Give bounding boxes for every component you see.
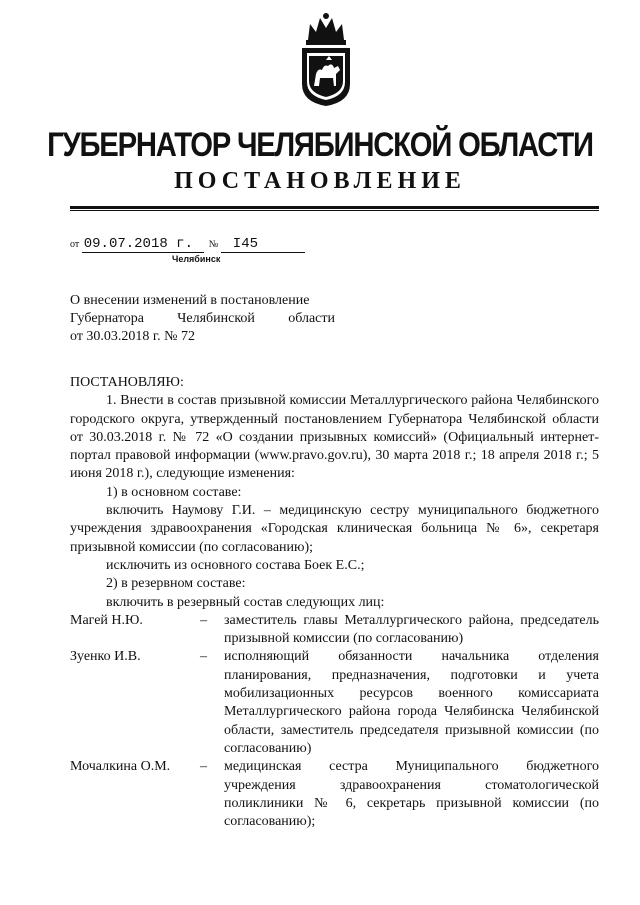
member-description: исполняющий обязанности начальника отделения планирования, предназначения, подготовки и учета мобилизационных ресурсов военного комиссариата Металлургического района города Челябинска Челябинской области, заместитель председателя призывной комиссии (по согласованию) <box>224 649 599 756</box>
member-dash: – <box>200 649 207 665</box>
include-reserve: включить в резервный состав следующих лиц: <box>106 594 385 610</box>
city-label: Челябинск <box>172 254 221 264</box>
header-rule-thin <box>70 210 599 211</box>
include-main: включить Наумову Г.И. – медицинскую сестру муниципального бюджетного учреждения здравоохранения «Городская клиническая больница № 6», секретаря призывной комиссии (по согласованию); <box>70 503 599 555</box>
member-dash: – <box>200 759 207 775</box>
item-main-composition: 1) в основном составе: <box>106 484 242 500</box>
members-table <box>70 612 599 832</box>
member-description: заместитель главы Металлургического района, председатель призывной комиссии (по согласованию) <box>224 612 599 647</box>
resolve-heading: ПОСТАНОВЛЯЮ: <box>70 375 184 390</box>
document-subject <box>70 292 335 346</box>
paragraph-1: 1. Внести в состав призывной комиссии Металлургического района Челябинского городского округа, утвержденный постановлением Губернатора Челябинской области от 30.03.2018 г. № 72 «О создании призывных комиссий» (Официальный интернет-портал правовой информации (www.pravo.gov.ru), 30 марта 2018 г.; 18 апреля 2018 г.; 5 июня 2018 г.), следующие изменения: <box>70 393 599 482</box>
document-date: 09.07.2018 г. <box>82 236 204 253</box>
table-row <box>70 648 599 758</box>
member-description: медицинская сестра Муниципального бюджетного учреждения здравоохранения стоматологической поликлиники № 6, секретарь призывной комиссии (по согласованию); <box>224 759 599 830</box>
document-meta <box>70 236 305 253</box>
coat-of-arms-icon <box>296 10 356 108</box>
member-dash: – <box>200 612 207 628</box>
number-label: № <box>208 239 219 250</box>
document-body <box>70 374 599 831</box>
item-reserve-composition: 2) в резервном составе: <box>106 576 246 592</box>
exclude-main: исключить из основного состава Боек Е.С.; <box>106 557 365 573</box>
table-row <box>70 612 599 649</box>
from-label: от <box>70 239 80 250</box>
subject-line-3: от 30.03.2018 г. № 72 <box>70 329 195 344</box>
document-type: ПОСТАНОВЛЕНИЕ <box>174 168 466 194</box>
table-row <box>70 758 599 831</box>
authority-title: ГУБЕРНАТОР ЧЕЛЯБИНСКОЙ ОБЛАСТИ <box>47 126 593 164</box>
member-name: Магей Н.Ю. <box>70 612 143 628</box>
subject-line-1: О внесении изменений в постановление <box>70 293 310 308</box>
header-rule <box>70 206 599 209</box>
subject-line-2: Губернатора Челябинской области <box>70 311 335 326</box>
member-name: Зуенко И.В. <box>70 649 141 665</box>
member-name: Мочалкина О.М. <box>70 759 171 775</box>
document-number: I45 <box>221 236 305 253</box>
